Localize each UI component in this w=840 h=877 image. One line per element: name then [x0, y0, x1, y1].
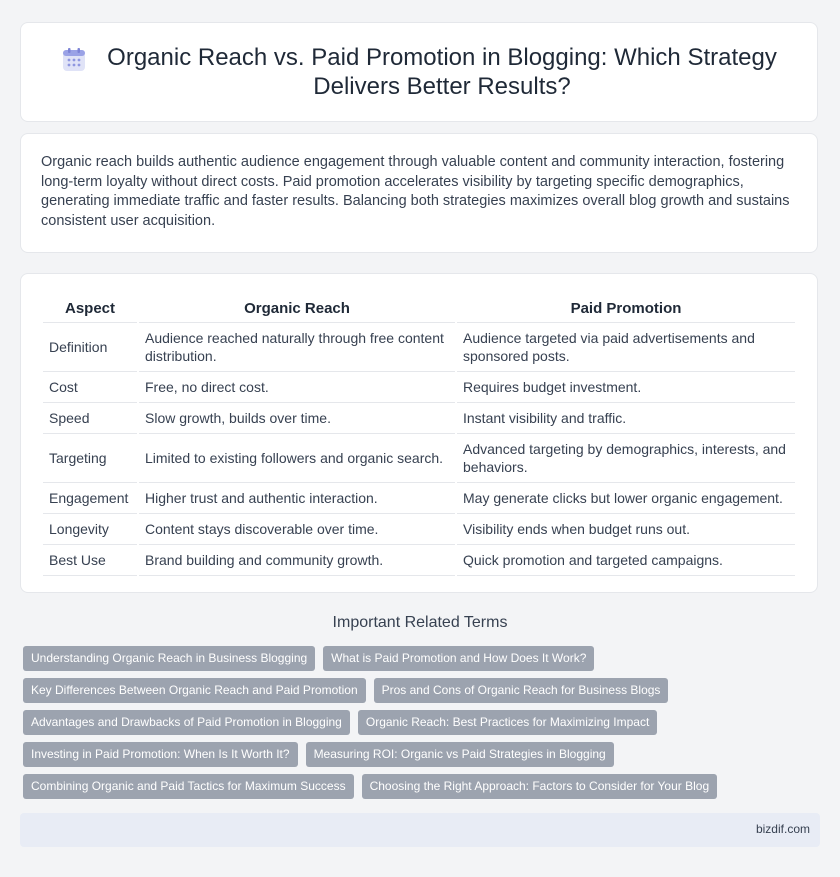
comparison-table [41, 294, 797, 576]
related-term-link[interactable]: Investing in Paid Promotion: When Is It Worth It? [23, 742, 298, 767]
table-row [43, 514, 795, 545]
intro-text: Organic reach builds authentic audience engagement through valuable content and community interaction, fostering long-term loyalty without direct costs. Paid promotion accelerates visibility by targeting specific demographics, generating immediate traffic and faster results. Balancing both strategies maximizes overall blog growth and sustains consistent user acquisition. [41, 154, 790, 229]
table-row [43, 323, 795, 372]
table-row [43, 372, 795, 403]
table-row [43, 545, 795, 576]
related-terms-heading: Important Related Terms [332, 614, 508, 631]
table-row [43, 403, 795, 434]
table-header-row [43, 294, 795, 323]
related-term-link[interactable]: Key Differences Between Organic Reach and Paid Promotion [23, 678, 366, 703]
cell-organic: Free, no direct cost. [139, 372, 455, 403]
header-aspect: Aspect [43, 294, 137, 323]
cell-aspect: Engagement [43, 483, 137, 514]
cell-organic: Slow growth, builds over time. [139, 403, 455, 434]
related-terms-list [23, 646, 823, 806]
header-paid: Paid Promotion [457, 294, 795, 323]
cell-organic: Limited to existing followers and organic search. [139, 434, 455, 483]
cell-paid: Visibility ends when budget runs out. [457, 514, 795, 545]
related-term-link[interactable]: Advantages and Drawbacks of Paid Promotion in Blogging [23, 710, 350, 735]
header-card [20, 22, 818, 122]
table-row [43, 434, 795, 483]
cell-aspect: Targeting [43, 434, 137, 483]
related-term-link[interactable]: Understanding Organic Reach in Business Blogging [23, 646, 315, 671]
calendar-icon [61, 47, 87, 73]
cell-paid: May generate clicks but lower organic engagement. [457, 483, 795, 514]
related-term-link[interactable]: Combining Organic and Paid Tactics for Maximum Success [23, 774, 354, 799]
related-term-link[interactable]: Measuring ROI: Organic vs Paid Strategies in Blogging [306, 742, 614, 767]
related-term-link[interactable]: Choosing the Right Approach: Factors to Consider for Your Blog [362, 774, 718, 799]
cell-paid: Quick promotion and targeted campaigns. [457, 545, 795, 576]
footer-bar [20, 813, 820, 847]
related-term-link[interactable]: What is Paid Promotion and How Does It Work? [323, 646, 594, 671]
related-term-link[interactable]: Organic Reach: Best Practices for Maximizing Impact [358, 710, 657, 735]
cell-paid: Requires budget investment. [457, 372, 795, 403]
intro-card [20, 133, 818, 253]
cell-organic: Audience reached naturally through free content distribution. [139, 323, 455, 372]
cell-aspect: Cost [43, 372, 137, 403]
cell-organic: Content stays discoverable over time. [139, 514, 455, 545]
comparison-card [20, 273, 818, 593]
cell-organic: Brand building and community growth. [139, 545, 455, 576]
cell-aspect: Longevity [43, 514, 137, 545]
cell-aspect: Definition [43, 323, 137, 372]
cell-aspect: Speed [43, 403, 137, 434]
cell-organic: Higher trust and authentic interaction. [139, 483, 455, 514]
cell-paid: Audience targeted via paid advertisements and sponsored posts. [457, 323, 795, 372]
cell-aspect: Best Use [43, 545, 137, 576]
header-organic: Organic Reach [139, 294, 455, 323]
related-term-link[interactable]: Pros and Cons of Organic Reach for Business Blogs [374, 678, 669, 703]
page-title: Organic Reach vs. Paid Promotion in Blogging: Which Strategy Delivers Better Results? [107, 44, 777, 100]
cell-paid: Instant visibility and traffic. [457, 403, 795, 434]
cell-paid: Advanced targeting by demographics, interests, and behaviors. [457, 434, 795, 483]
table-row [43, 483, 795, 514]
footer-site-link[interactable]: bizdif.com [755, 822, 810, 836]
